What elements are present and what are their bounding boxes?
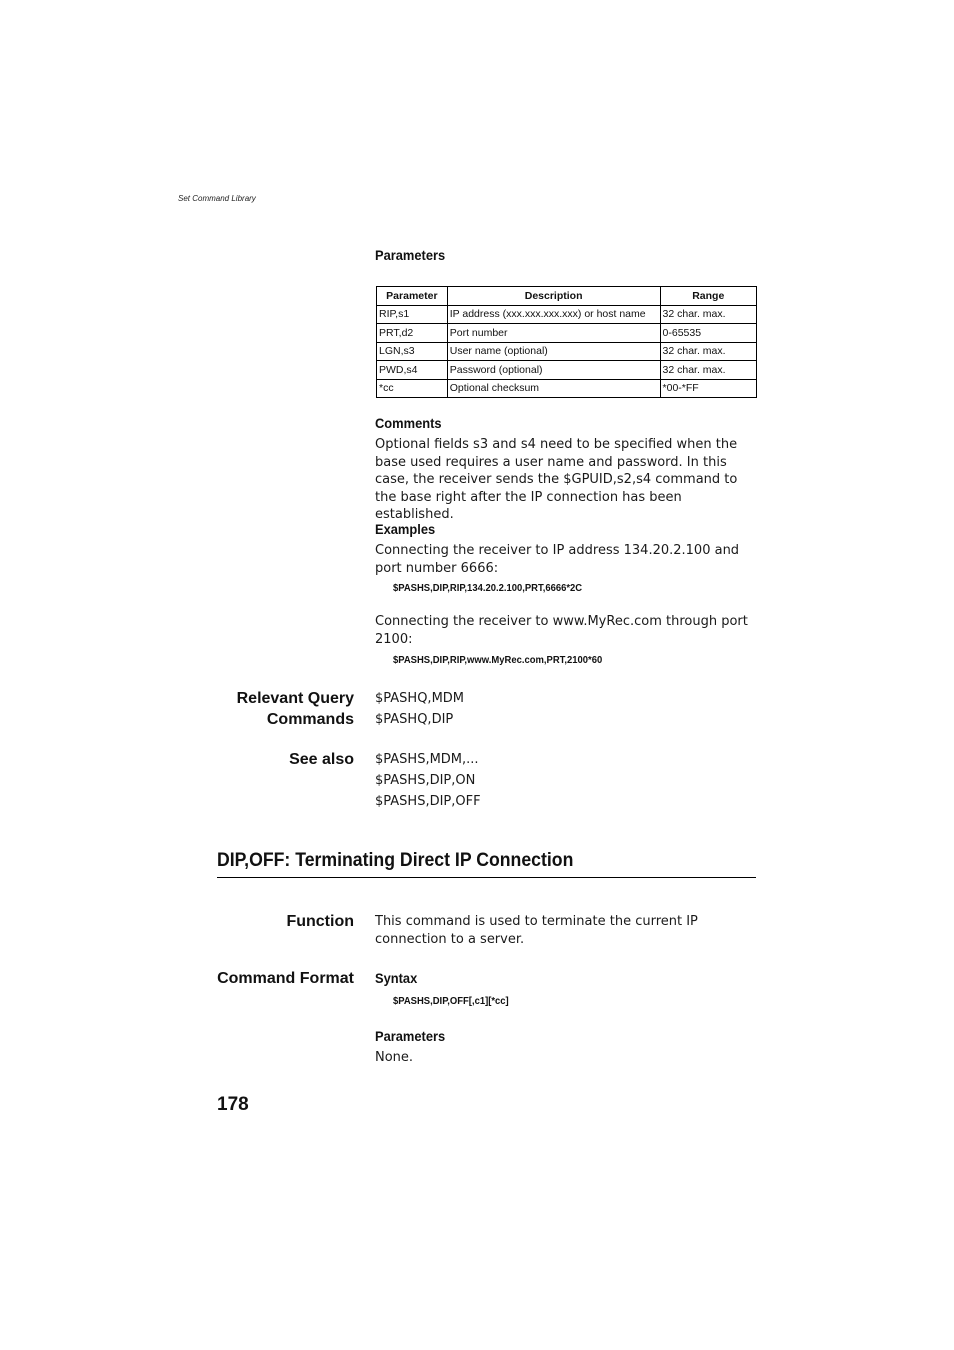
parameters2-heading: Parameters	[375, 1028, 446, 1044]
table-cell: Password (optional)	[447, 361, 660, 380]
table-cell: IP address (xxx.xxx.xxx.xxx) or host name	[447, 305, 660, 324]
table-cell: PWD,s4	[377, 361, 448, 380]
list-item: $PASHQ,DIP	[375, 712, 454, 727]
table-cell: 32 char. max.	[660, 305, 756, 324]
table-header-cell: Description	[447, 287, 660, 306]
comments-heading: Comments	[375, 415, 442, 431]
list-item: $PASHS,MDM,...	[375, 752, 479, 767]
table-row	[377, 361, 757, 380]
relevant-query-list	[375, 688, 464, 730]
section-divider	[217, 877, 756, 878]
function-heading: Function	[286, 913, 354, 930]
command-format-heading: Command Format	[217, 970, 354, 987]
function-text: This command is used to terminate the current IP connection to a server.	[375, 914, 698, 947]
parameters2-text: None.	[375, 1050, 414, 1065]
relevant-query-heading-line2: Commands	[266, 711, 354, 728]
section-title: DIP,OFF: Terminating Direct IP Connection	[217, 850, 574, 871]
parameters-table	[376, 286, 757, 398]
table-cell: 32 char. max.	[660, 361, 756, 380]
table-cell: 32 char. max.	[660, 342, 756, 361]
parameters-heading: Parameters	[375, 247, 446, 263]
example2-code: $PASHS,DIP,RIP,www.MyRec.com,PRT,2100*60	[393, 654, 603, 666]
table-cell: LGN,s3	[377, 342, 448, 361]
table-row	[377, 324, 757, 343]
syntax-code: $PASHS,DIP,OFF[,c1][*cc]	[393, 995, 509, 1007]
table-cell: *cc	[377, 379, 448, 398]
table-cell: User name (optional)	[447, 342, 660, 361]
table-cell: Optional checksum	[447, 379, 660, 398]
table-row	[377, 305, 757, 324]
comments-text: Optional fields s3 and s4 need to be specified when the base used requires a user name and password. In this case, the receiver sends the $GPUID,s2,s4 command to the base right after the IP connection has been established.	[375, 437, 738, 523]
table-header-cell: Range	[660, 287, 756, 306]
table-cell: 0-65535	[660, 324, 756, 343]
table-header-cell: Parameter	[377, 287, 448, 306]
running-head: Set Command Library	[178, 194, 256, 203]
see-also-heading: See also	[289, 751, 354, 768]
example1-text: Connecting the receiver to IP address 134.20.2.100 and port number 6666:	[375, 543, 740, 576]
page-number: 178	[217, 1094, 249, 1115]
list-item: $PASHS,DIP,ON	[375, 773, 476, 788]
relevant-query-heading-line1: Relevant Query	[236, 690, 354, 707]
table-cell: RIP,s1	[377, 305, 448, 324]
see-also-list	[375, 749, 481, 812]
syntax-heading: Syntax	[375, 970, 418, 986]
examples-heading: Examples	[375, 521, 436, 537]
example1-code: $PASHS,DIP,RIP,134.20.2.100,PRT,6666*2C	[393, 582, 583, 594]
relevant-query-heading	[174, 688, 354, 730]
table-row	[377, 342, 757, 361]
list-item: $PASHQ,MDM	[375, 691, 465, 706]
example2-text: Connecting the receiver to www.MyRec.com through port 2100:	[375, 614, 748, 647]
table-header-row	[377, 287, 757, 306]
table-cell: PRT,d2	[377, 324, 448, 343]
list-item: $PASHS,DIP,OFF	[375, 794, 481, 809]
table-cell: *00-*FF	[660, 379, 756, 398]
table-cell: Port number	[447, 324, 660, 343]
table-row	[377, 379, 757, 398]
